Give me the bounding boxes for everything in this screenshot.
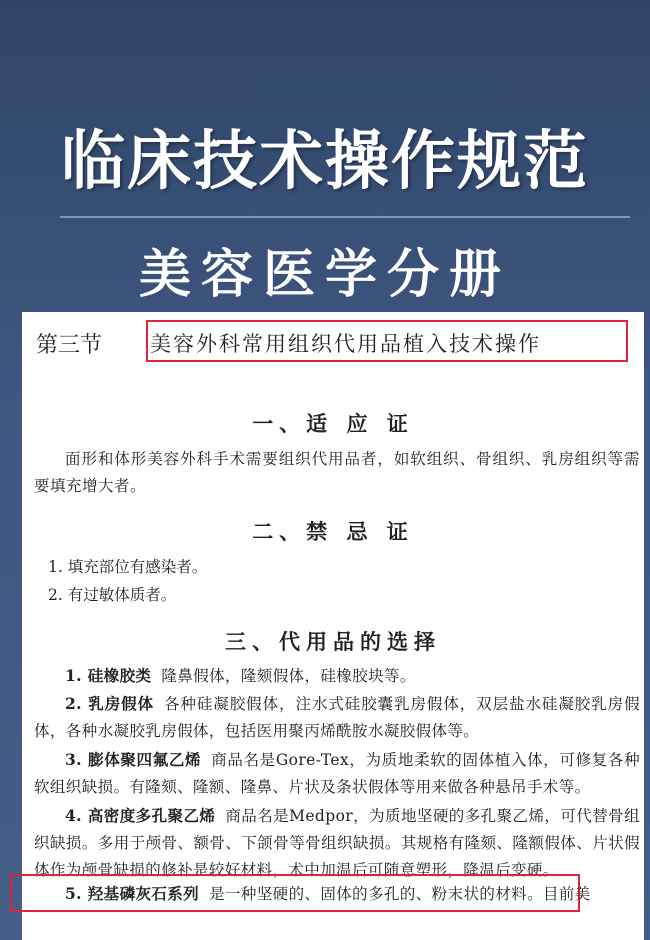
material-label: 3. 膨体聚四氟乙烯 [65,750,202,769]
material-label: 2. 乳房假体 [65,694,155,713]
book-subtitle: 美容医学分册 [138,244,511,305]
book-title: 临床技术操作规范 [61,125,589,199]
material-text: 商品名是Medpor，为质地坚硬的多孔聚乙烯，可代替骨组织缺损。多用于颅骨、额骨、下颌骨等骨组织缺损。其规格有隆颏、隆额假体、片状假体作为颅骨缺损的修补是较好材料，术中加温后可随意塑形，降温后变硬。 [34,807,640,879]
material-item [34,662,640,690]
material-text: 商品名是Gore-Tex，为质地柔软的固体植入体，可修复各种软组织缺损。有隆颏、隆额、隆鼻、片状及条状假体等用来做各种悬吊手术等。 [34,751,640,796]
section-number: 第三节 [36,333,103,358]
heading-contraindications: 二、禁 忌 证 [252,519,414,544]
heading-indications: 一、适 应 证 [252,411,414,436]
section-title: 美容外科常用组织代用品植入技术操作 [150,332,541,356]
document-page [22,312,644,940]
material-label: 5. 羟基磷灰石系列 [65,884,200,903]
title-divider [60,216,630,218]
material-label: 1. 硅橡胶类 [65,666,152,685]
material-item [34,746,640,801]
material-text: 隆鼻假体，隆颏假体，硅橡胶块等。 [161,667,416,685]
material-text: 各种硅凝胶假体，注水式硅胶囊乳房假体，双层盐水硅凝胶乳房假体，各种水凝胶乳房假体，包括医用聚丙烯酰胺水凝胶假体等。 [34,695,640,740]
contraindication-item: 2. 有过敏体质者。 [48,586,177,604]
material-text: 是一种坚硬的、固体的多孔的、粉末状的材料。目前美 [209,885,591,903]
contraindication-item: 1. 填充部位有感染者。 [48,558,208,576]
material-item [34,880,640,908]
material-label: 4. 高密度多孔聚乙烯 [65,806,216,825]
material-item [34,690,640,745]
heading-material-selection: 三、代用品的选择 [225,629,441,654]
section-heading [36,328,144,359]
material-item [34,802,640,884]
indications-paragraph: 面形和体形美容外科手术需要组织代用品者，如软组织、骨组织、乳房组织等需要填充增大者。 [34,450,640,495]
